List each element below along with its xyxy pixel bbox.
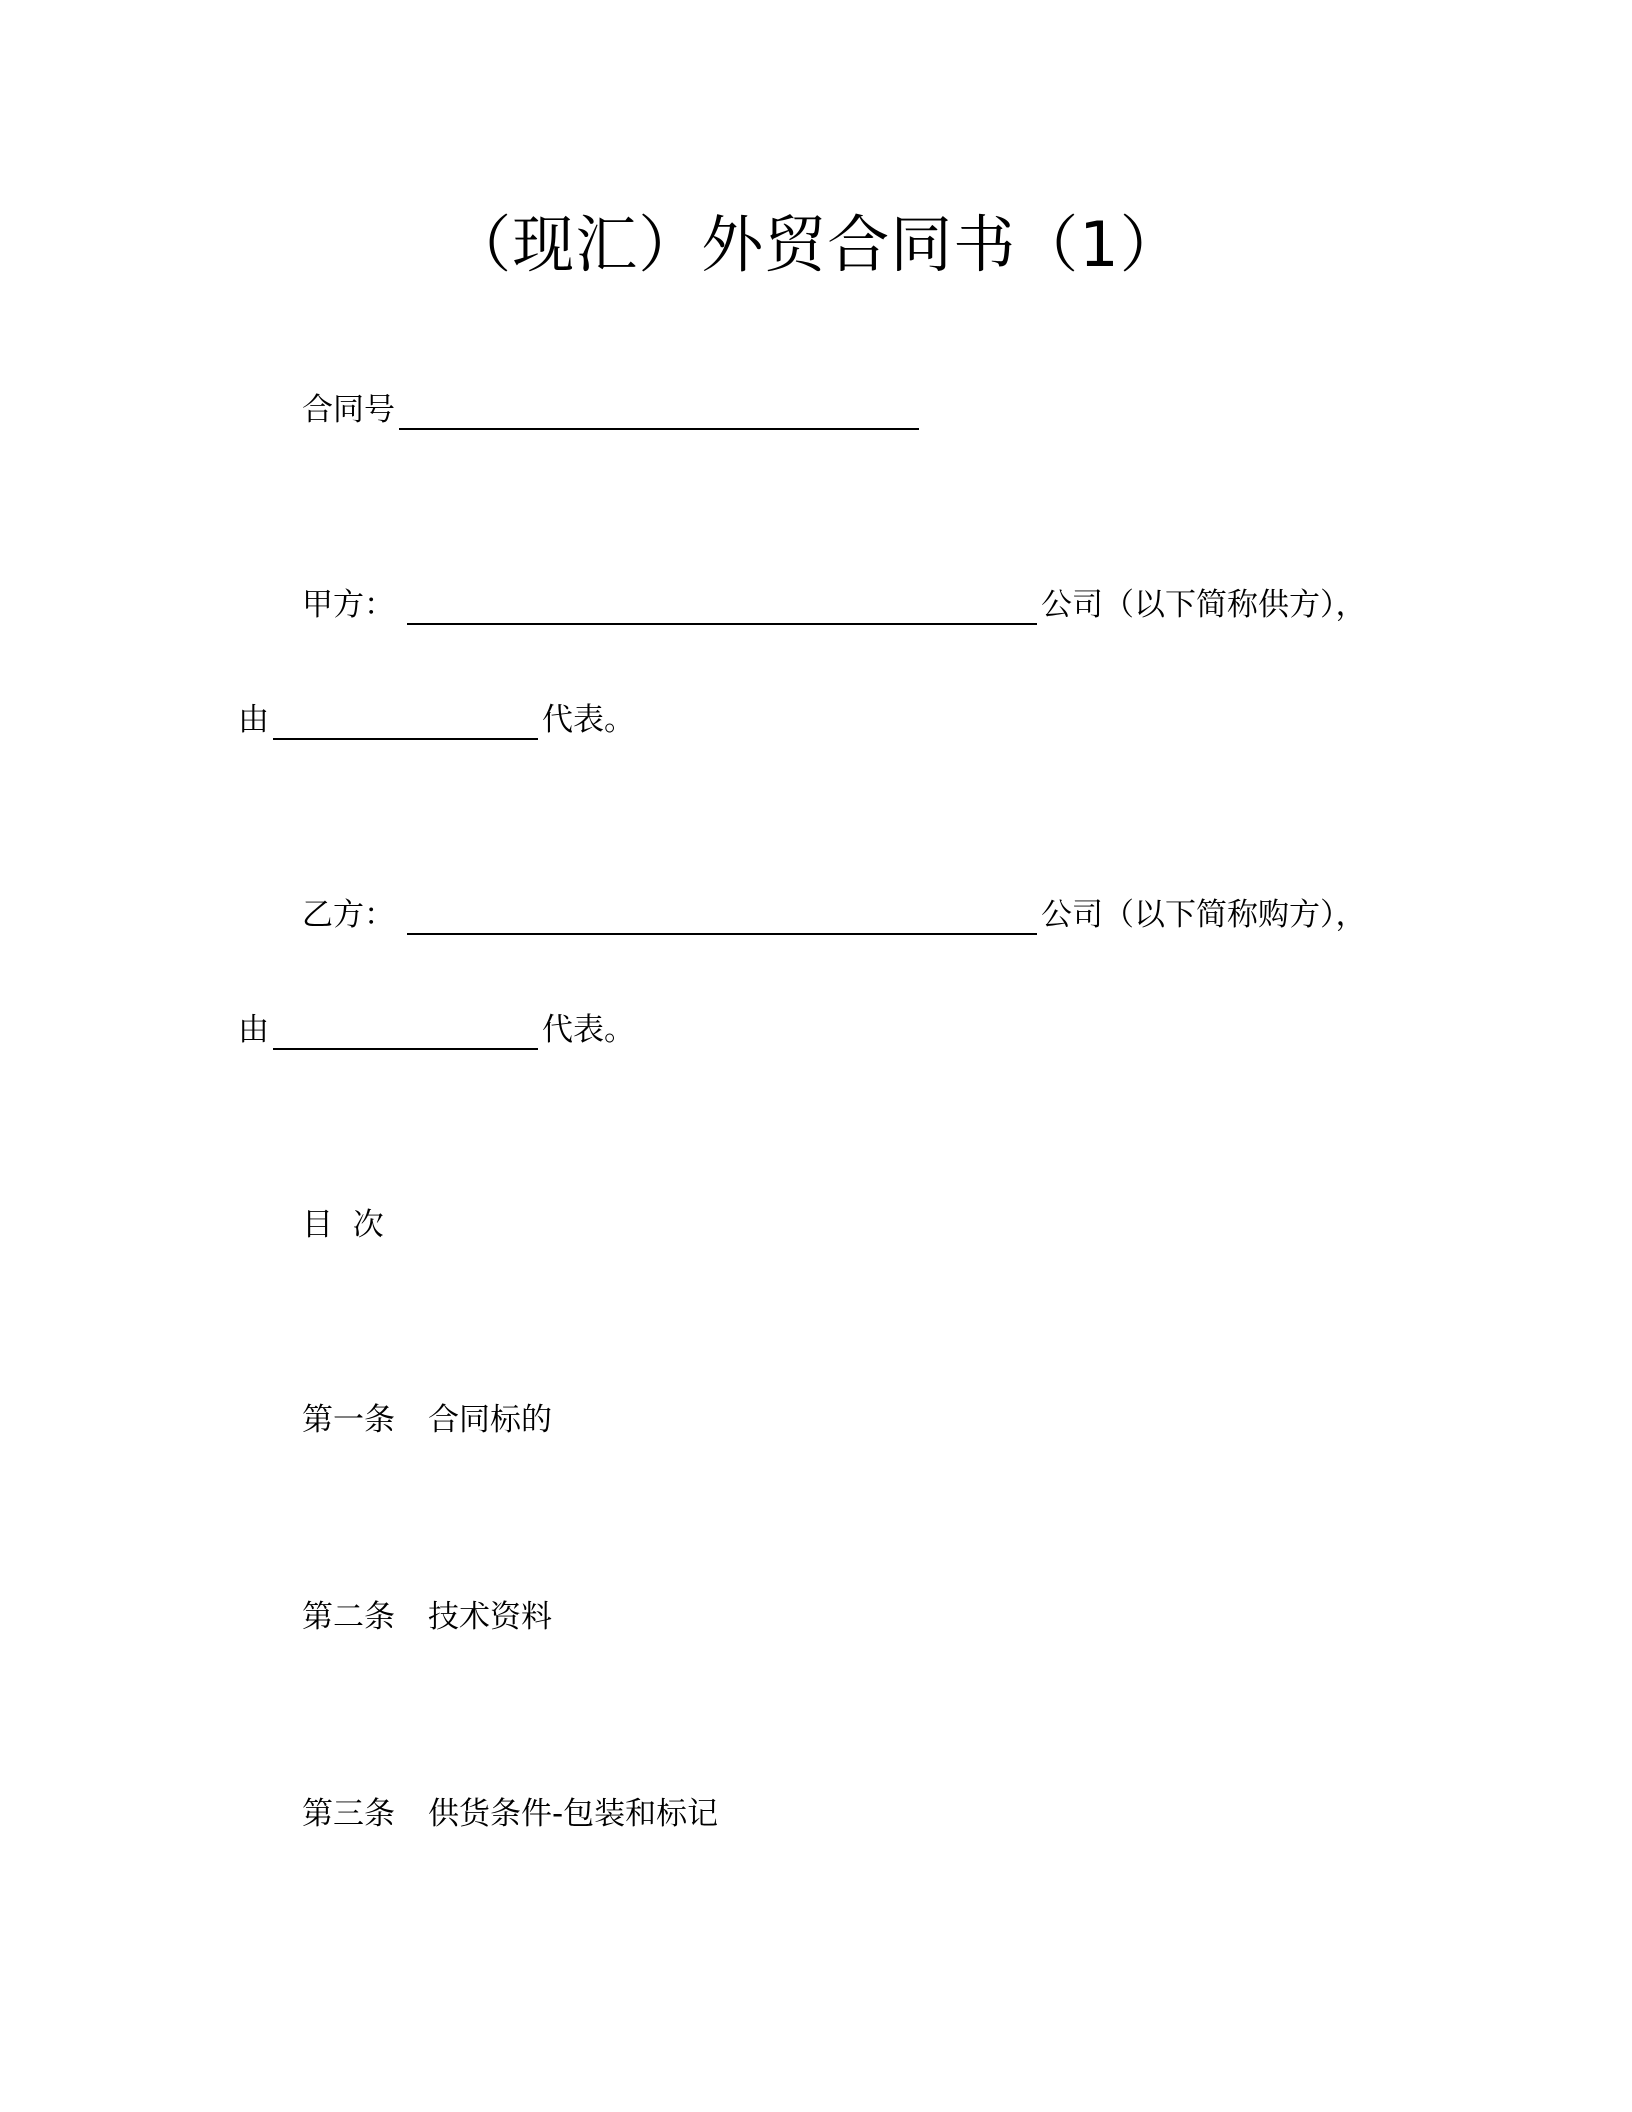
toc-item-title: 合同标的: [428, 1402, 552, 1438]
party-b-representative-blank[interactable]: [273, 1012, 538, 1050]
party-b-company-blank[interactable]: [407, 897, 1037, 935]
party-a-suffix: 公司（以下简称供方），: [1041, 587, 1367, 623]
party-a-label: 甲方：: [302, 587, 395, 623]
party-a-rep-prefix: 由: [238, 702, 269, 738]
party-a-company-blank[interactable]: [407, 587, 1037, 625]
toc-item-number: 第三条: [302, 1796, 395, 1832]
party-a-representative-blank[interactable]: [273, 702, 538, 740]
toc-item: [302, 1597, 552, 1637]
party-b-line: [302, 895, 1367, 935]
party-a-line: [302, 585, 1367, 625]
toc-item: [302, 1794, 718, 1834]
party-a-rep-suffix: 代表。: [542, 702, 635, 738]
party-b-suffix: 公司（以下简称购方），: [1041, 897, 1367, 933]
toc-heading: 目 次: [302, 1207, 384, 1243]
toc-item: [302, 1400, 552, 1440]
party-b-rep-suffix: 代表。: [542, 1012, 635, 1048]
toc-item-number: 第二条: [302, 1599, 395, 1635]
document-title: （现汇）外贸合同书（1）: [449, 208, 1183, 281]
party-a-representative-line: [238, 700, 635, 740]
contract-number-line: [302, 390, 923, 430]
party-b-rep-prefix: 由: [238, 1012, 269, 1048]
party-b-label: 乙方：: [302, 897, 395, 933]
party-b-representative-line: [238, 1010, 635, 1050]
toc-item-number: 第一条: [302, 1402, 395, 1438]
contract-number-blank[interactable]: [399, 392, 919, 430]
contract-number-label: 合同号: [302, 392, 395, 428]
toc-item-title: 供货条件-包装和标记: [428, 1796, 719, 1832]
toc-item-title: 技术资料: [428, 1599, 552, 1635]
